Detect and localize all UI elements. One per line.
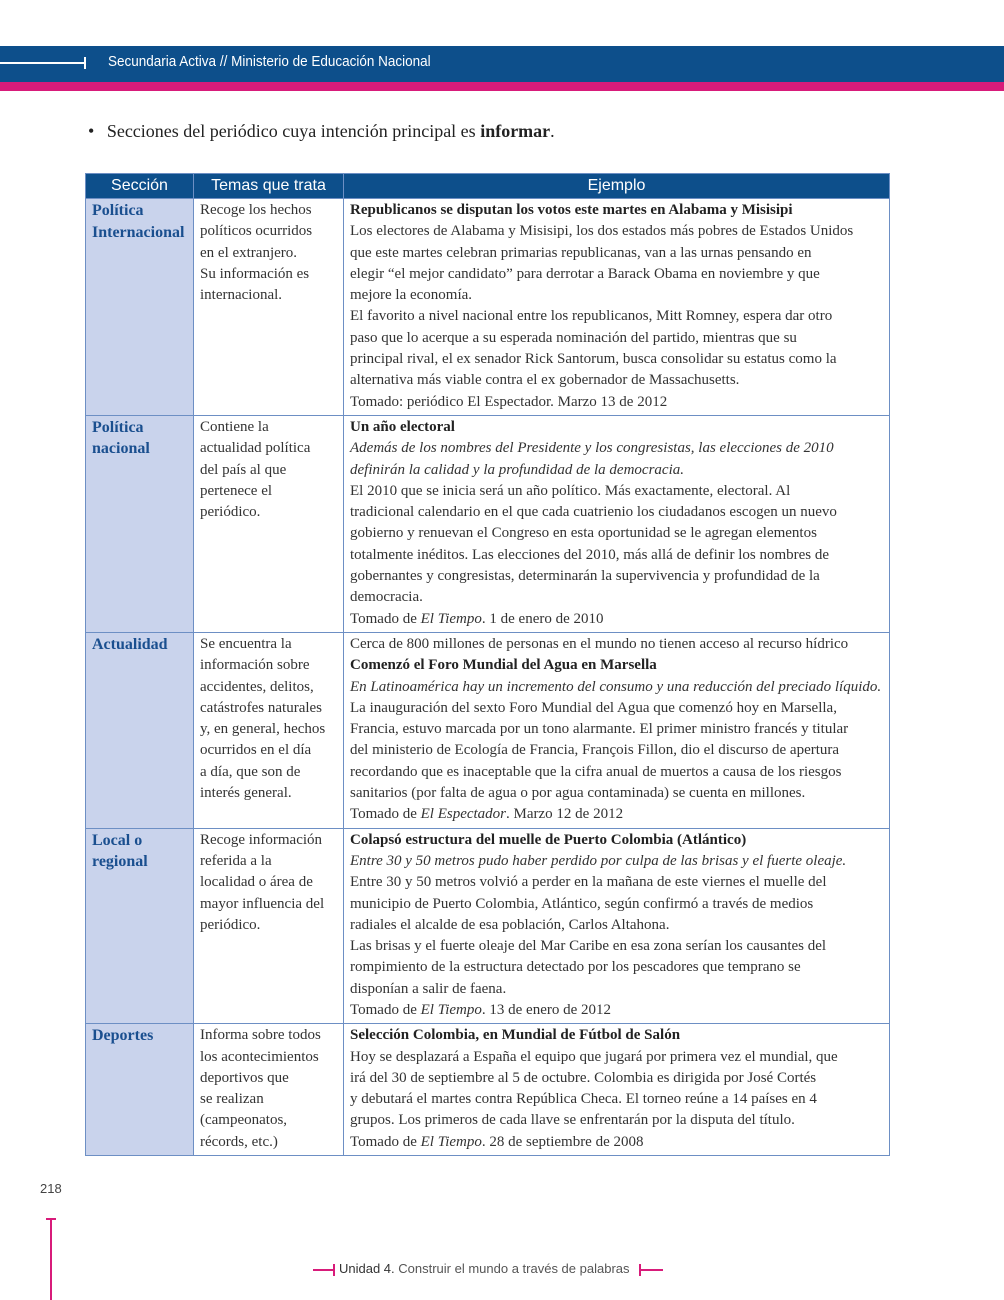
example-body-line: Las brisas y el fuerte oleaje del Mar Caribe en esa zona serían los causantes del xyxy=(350,938,827,955)
section-name: Política nacional xyxy=(86,415,194,632)
example-body-line: alternativa más viable contra el ex gobernador de Massachusetts. xyxy=(350,372,740,389)
example-body-line: Tomado: periódico El Espectador. Marzo 13 de 2012 xyxy=(350,393,668,410)
footer-unit-title: Construir el mundo a través de palabras xyxy=(394,1261,630,1276)
source-date: . 1 de enero de 2010 xyxy=(481,610,604,627)
col-header-topics: Temas que trata xyxy=(194,174,344,199)
section-example xyxy=(344,415,890,632)
topic-line: periódico. xyxy=(200,504,261,521)
source-prefix: Tomado de xyxy=(350,806,421,823)
topic-line: localidad o área de xyxy=(200,874,313,891)
intro-bullet-line xyxy=(88,121,555,142)
topic-line: información sobre xyxy=(200,657,310,674)
example-headline: Selección Colombia, en Mundial de Fútbol de Salón xyxy=(350,1027,681,1044)
topic-line: del país al que xyxy=(200,461,287,478)
example-body-line: elegir “el mejor candidato” para derrotar a Barack Obama en noviembre y que xyxy=(350,265,820,282)
section-topics xyxy=(194,828,344,1024)
example-body-line: disponían a salir de faena. xyxy=(350,980,507,997)
topic-line: Recoge información xyxy=(200,831,323,848)
header-decor-tick xyxy=(84,57,86,69)
topic-line: catástrofes naturales xyxy=(200,699,323,716)
example-body-line: Entre 30 y 50 metros volvió a perder en la mañana de este viernes el muelle del xyxy=(350,874,827,891)
section-example xyxy=(344,199,890,416)
intro-text: Secciones del periódico cuya intención principal es xyxy=(106,121,481,141)
section-name: Actualidad xyxy=(86,632,194,828)
example-source xyxy=(350,804,883,825)
example-body-line: El 2010 que se inicia será un año político. Más exactamente, electoral. Al xyxy=(350,482,791,499)
col-header-section: Sección xyxy=(86,174,194,199)
example-headline: Colapsó estructura del muelle de Puerto Colombia (Atlántico) xyxy=(350,831,747,848)
footer-text xyxy=(339,1261,630,1276)
table-header-row xyxy=(86,174,890,199)
topic-line: Informa sobre todos xyxy=(200,1027,321,1044)
example-body-line: que este martes celebran primarias republicanas, van a las urnas pensando en xyxy=(350,244,812,261)
table-row xyxy=(86,1024,890,1156)
topic-line: Se encuentra la xyxy=(200,635,292,652)
topic-line: ocurridos en el día xyxy=(200,742,312,759)
topic-line: políticos ocurridos xyxy=(200,223,313,240)
example-headline: Republicanos se disputan los votos este martes en Alabama y Misisipi xyxy=(350,202,793,218)
table-row xyxy=(86,415,890,632)
header-decor-line xyxy=(0,62,86,64)
example-body-line: La inauguración del sexto Foro Mundial del Agua que comenzó hoy en Marsella, xyxy=(350,699,837,716)
example-body-line: principal rival, el ex senador Rick Santorum, busca consolidar su estatus como la xyxy=(350,351,837,368)
footer-decor-left xyxy=(313,1269,335,1271)
section-name: Deportes xyxy=(86,1024,194,1156)
topic-line: actualidad política xyxy=(200,440,311,457)
example-body-line: radiales el alcalde de esa población, Carlos Altahona. xyxy=(350,916,670,933)
section-example xyxy=(344,632,890,828)
example-headline: Comenzó el Foro Mundial del Agua en Marsella xyxy=(350,657,657,674)
example-lead-line: En Latinoamérica hay un incremento del consumo y una reducción del preciado líquido. xyxy=(350,678,882,695)
topic-line: interés general. xyxy=(200,785,292,802)
section-topics xyxy=(194,1024,344,1156)
example-body-line: paso que lo acerque a su esperada nominación del partido, mientras que su xyxy=(350,329,797,346)
footer-decor-left-tick xyxy=(333,1264,335,1276)
source-newspaper: El Tiempo xyxy=(420,1133,482,1150)
section-name: Política Internacional xyxy=(86,199,194,416)
page-number: 218 xyxy=(40,1181,62,1196)
example-body-line: recordando que es inaceptable que la cifra anual de muertos a causa de los riesgos xyxy=(350,763,842,780)
section-topics xyxy=(194,632,344,828)
topic-line: Recoge los hechos xyxy=(200,202,312,218)
example-preline: Cerca de 800 millones de personas en el mundo no tienen acceso al recurso hídrico xyxy=(350,635,849,652)
sections-table xyxy=(85,173,890,1156)
example-body-line: y debutará el martes contra República Checa. El torneo reúne a 14 países en 4 xyxy=(350,1091,817,1108)
example-body-line: mejore la economía. xyxy=(350,287,473,304)
example-body-line: del ministerio de Ecología de Francia, François Fillon, dio el discurso de apertura xyxy=(350,742,840,759)
topic-line: a día, que son de xyxy=(200,763,301,780)
topic-line: se realizan xyxy=(200,1091,264,1108)
example-lead-line: Además de los nombres del Presidente y los congresistas, las elecciones de 2010 xyxy=(350,440,834,457)
source-newspaper: El Tiempo xyxy=(420,1001,482,1018)
topic-line: deportivos que xyxy=(200,1069,289,1086)
table-row xyxy=(86,199,890,416)
topic-line: pertenece el xyxy=(200,482,273,499)
footer-unit: Unidad 4. xyxy=(339,1261,395,1276)
example-body-line: Hoy se desplazará a España el equipo que jugará por primera vez el mundial, que xyxy=(350,1048,838,1065)
header-accent-stripe xyxy=(0,82,1004,91)
example-source xyxy=(350,1000,883,1021)
example-headline: Un año electoral xyxy=(350,418,455,435)
source-newspaper: El Espectador xyxy=(420,806,507,823)
example-source xyxy=(350,1132,883,1153)
topic-line: y, en general, hechos xyxy=(200,721,326,738)
topic-line: los acontecimientos xyxy=(200,1048,319,1065)
example-body-line: gobierno y renuevan el Congreso en esta oportunidad se le agregan elementos xyxy=(350,525,817,542)
example-body-line: totalmente inéditos. Las elecciones del 2010, más allá de definir los nombres de xyxy=(350,546,830,563)
topic-line: (campeonatos, xyxy=(200,1112,288,1129)
source-newspaper: El Tiempo xyxy=(420,610,482,627)
footer-decor-right xyxy=(641,1269,663,1271)
topic-line: mayor influencia del xyxy=(200,895,325,912)
source-date: . 13 de enero de 2012 xyxy=(481,1001,612,1018)
example-body-line: rompimiento de la estructura detectado por los pescadores que temprano se xyxy=(350,959,801,976)
example-lead-line: definirán la calidad y la profundidad de la democracia. xyxy=(350,461,684,478)
source-date: . Marzo 12 de 2012 xyxy=(506,806,624,823)
footer xyxy=(0,1260,1004,1280)
example-body-line: Francia, estuvo marcada por un tono alarmante. El primer ministro francés y titular xyxy=(350,721,849,738)
topic-line: en el extranjero. xyxy=(200,244,298,261)
example-body-line: democracia. xyxy=(350,589,423,606)
example-source xyxy=(350,609,883,630)
section-topics xyxy=(194,199,344,416)
table-row xyxy=(86,632,890,828)
source-date: . 28 de septiembre de 2008 xyxy=(481,1133,644,1150)
example-body-line: municipio de Puerto Colombia, Atlántico, según confirmó a través de medios xyxy=(350,895,814,912)
example-body-line: grupos. Los primeros de cada llave se enfrentarán por la disputa del título. xyxy=(350,1112,795,1129)
source-prefix: Tomado de xyxy=(350,1001,421,1018)
example-body-line: El favorito a nivel nacional entre los republicanos, Mitt Romney, espera dar otro xyxy=(350,308,833,325)
topic-line: internacional. xyxy=(200,287,283,304)
col-header-example: Ejemplo xyxy=(344,174,890,199)
section-example xyxy=(344,1024,890,1156)
topic-line: Contiene la xyxy=(200,418,269,435)
example-lead-line: Entre 30 y 50 metros pudo haber perdido por culpa de las brisas y el fuerte oleaje. xyxy=(350,852,847,869)
section-topics xyxy=(194,415,344,632)
example-body-line: tradicional calendario en el que cada cuatrienio los ciudadanos escogen un nuevo xyxy=(350,504,837,521)
source-prefix: Tomado de xyxy=(350,1133,421,1150)
section-name: Local o regional xyxy=(86,828,194,1024)
example-body-line: irá del 30 de septiembre al 5 de octubre. Colombia es dirigida por José Cortés xyxy=(350,1069,817,1086)
section-example xyxy=(344,828,890,1024)
topic-line: periódico. xyxy=(200,916,261,933)
example-body-line: Los electores de Alabama y Misisipi, los dos estados más pobres de Estados Unidos xyxy=(350,223,854,240)
bullet-marker: • xyxy=(88,121,95,141)
example-body-line: gobernantes y congresistas, determinarán la supervivencia y profundidad de la xyxy=(350,568,820,585)
intro-bold: informar xyxy=(480,121,551,141)
topic-line: accidentes, delitos, xyxy=(200,678,314,695)
intro-end: . xyxy=(550,121,555,141)
table-row xyxy=(86,828,890,1024)
example-body-line: sanitarios (por falta de agua o por agua contaminada) se cuenta en millones. xyxy=(350,785,806,802)
topic-line: referida a la xyxy=(200,852,272,869)
source-prefix: Tomado de xyxy=(350,610,421,627)
topic-line: Su información es xyxy=(200,265,310,282)
header-title: Secundaria Activa // Ministerio de Educación Nacional xyxy=(108,53,431,70)
topic-line: récords, etc.) xyxy=(200,1133,278,1150)
